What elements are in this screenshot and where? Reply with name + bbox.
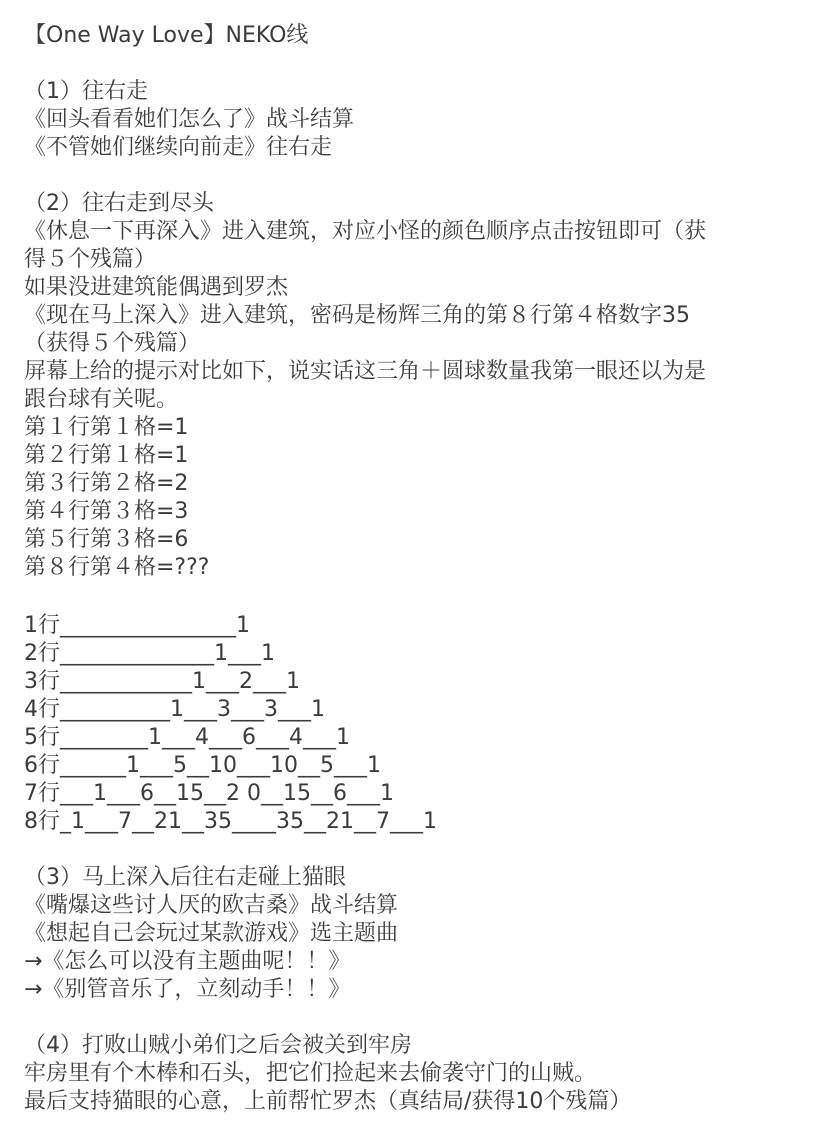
page-title: 【One Way Love】NEKO线 <box>24 23 309 48</box>
triangle-row: 4行__________1___3___3___1 <box>24 697 325 722</box>
section-2-line: （获得５个残篇） <box>24 331 201 356</box>
section-1-line: 《回头看看她们怎么了》战斗结算 <box>24 107 355 132</box>
section-1-heading: （1）往右走 <box>24 79 148 104</box>
section-3-line: →《怎么可以没有主题曲呢！！》 <box>24 949 351 974</box>
section-4-heading: （4）打败山贼小弟们之后会被关到牢房 <box>24 1033 412 1058</box>
hint-line: 第１行第１格=1 <box>24 415 189 440</box>
triangle-row: 5行________1___4___6___4___1 <box>24 725 350 750</box>
section-2-line: 屏幕上给的提示对比如下，说实话这三角＋圆球数量我第一眼还以为是 <box>24 359 707 384</box>
section-3-line: →《别管音乐了，立刻动手！！》 <box>24 977 351 1002</box>
hint-line: 第８行第４格=??? <box>24 555 210 580</box>
triangle-row: 3行____________1___2___1 <box>24 669 300 694</box>
triangle-row: 6行______1___5__10___10__5___1 <box>24 753 381 778</box>
section-3-heading: （3）马上深入后往右走碰上猫眼 <box>24 865 346 890</box>
section-2-line: 《休息一下再深入》进入建筑，对应小怪的颜色顺序点击按钮即可（获 <box>24 219 707 244</box>
hint-line: 第２行第１格=1 <box>24 443 189 468</box>
triangle-row: 8行_1___7__21__35____35__21__7___1 <box>24 809 437 834</box>
hint-line: 第５行第３格=6 <box>24 527 189 552</box>
section-4-line: 牢房里有个木棒和石头，把它们捡起来去偷袭守门的山贼。 <box>24 1061 597 1086</box>
section-2-heading: （2）往右走到尽头 <box>24 191 214 216</box>
hint-line: 第４行第３格=3 <box>24 499 189 524</box>
section-2-line: 如果没进建筑能偶遇到罗杰 <box>24 275 289 300</box>
section-2-line: 《现在马上深入》进入建筑，密码是杨辉三角的第８行第４格数字35 <box>24 303 690 328</box>
section-3-line: 《想起自己会玩过某款游戏》选主题曲 <box>24 921 399 946</box>
section-1-line: 《不管她们继续向前走》往右走 <box>24 135 333 160</box>
section-2-line: 跟台球有关呢。 <box>24 387 179 412</box>
triangle-row: 7行___1___6__15__2 0__15__6___1 <box>24 781 394 806</box>
hint-line: 第３行第２格=2 <box>24 471 189 496</box>
section-3-line: 《嘴爆这些讨人厌的欧吉桑》战斗结算 <box>24 893 399 918</box>
section-2-line: 得５个残篇） <box>24 247 157 272</box>
section-4-line: 最后支持猫眼的心意，上前帮忙罗杰（真结局/获得10个残篇） <box>24 1089 632 1114</box>
triangle-row: 1行________________1 <box>24 613 250 638</box>
triangle-row: 2行______________1___1 <box>24 641 275 666</box>
